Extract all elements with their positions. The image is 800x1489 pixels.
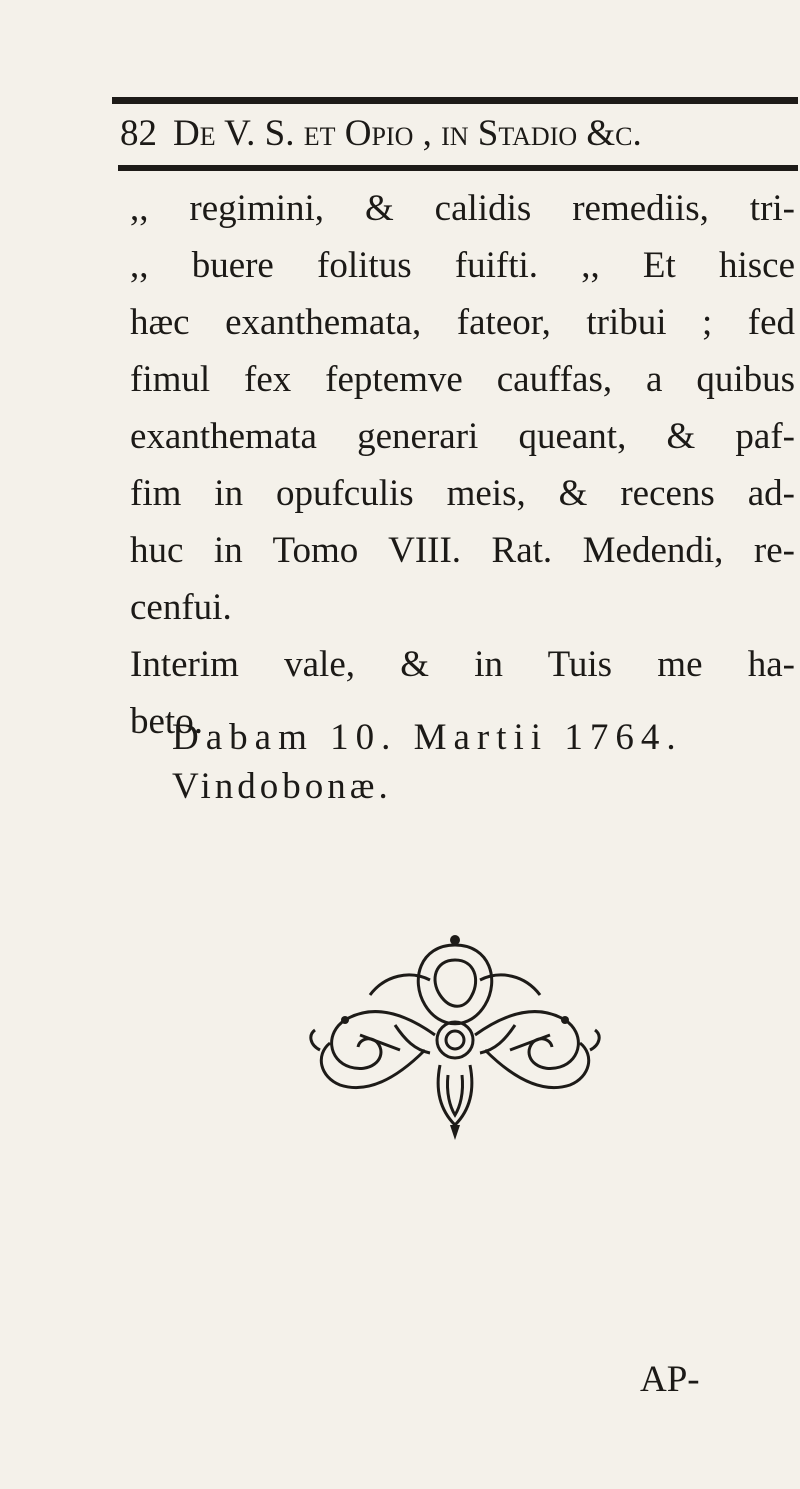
header-rule-bottom	[118, 165, 798, 171]
closing-date: Dabam 10. Martii 1764.	[172, 717, 683, 758]
text-line: hæc exanthemata, fateor, tribui ; fed	[130, 302, 795, 343]
text-line: huc in Tomo VIII. Rat. Medendi, re-	[130, 530, 795, 571]
running-head	[120, 112, 800, 156]
text-line: exanthemata generari queant, & paf-	[130, 416, 795, 457]
text-line: Interim vale, & in Tuis me ha-	[130, 644, 795, 685]
text-line: ,, regimini, & calidis remediis, tri-	[130, 188, 795, 229]
page-number: 82	[120, 113, 157, 154]
header-rule-top	[112, 97, 798, 104]
text-line: fim in opufculis meis, & recens ad-	[130, 473, 795, 514]
running-title: De V. S. et Opio , in Stadio &c.	[173, 113, 642, 154]
text-line: beto.	[130, 701, 203, 742]
catchword: AP-	[640, 1359, 700, 1400]
closing-place: Vindobonæ.	[172, 766, 392, 807]
text-line: ,, buere folitus fuifti. ,, Et hisce	[130, 245, 795, 286]
printers-ornament-icon	[300, 925, 610, 1145]
text-line: cenfui.	[130, 587, 232, 628]
letter-body	[130, 180, 795, 750]
text-line: fimul fex feptemve cauffas, a quibus	[130, 359, 795, 400]
